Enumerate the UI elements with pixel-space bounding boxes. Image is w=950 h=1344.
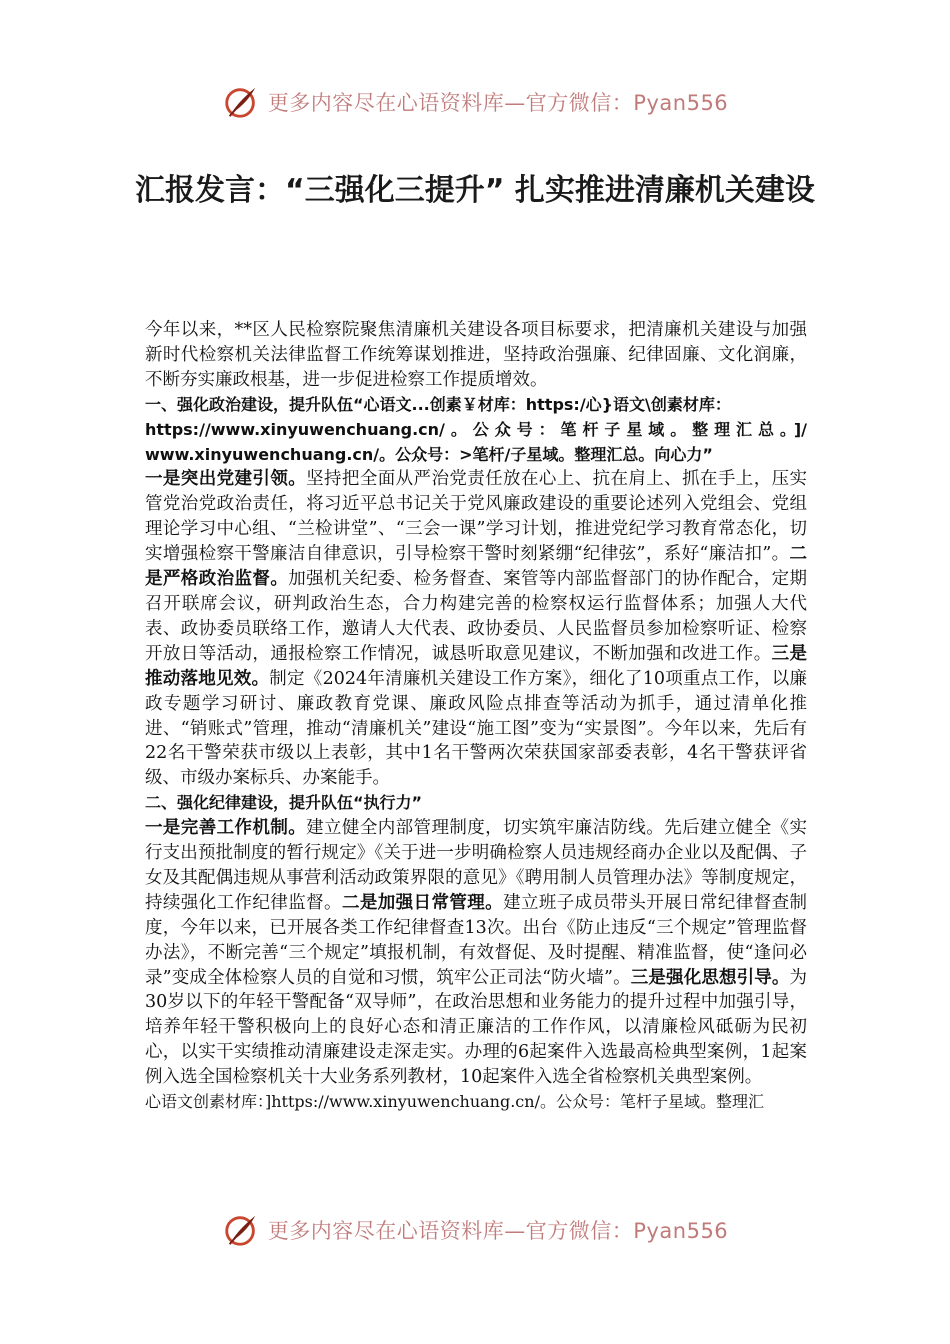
point-3-lead: 三是推动落地见效。 [145, 643, 808, 689]
point-1-lead: 一是突出党建引领。 [145, 469, 307, 490]
point-3-text: 制定《2024年清廉机关建设工作方案》，细化了10项重点工作，以廉政专题学习研讨、廉政教育党课、廉政风险点排查等活动为抓手，通过清单化推进、“销账式”管理，推动“清廉机关”建设“施工图”变为“实景图”。今年以来，先后有22名干警荣获市级以上表彰，其中1名干警两次荣获国家部委表彰，4名干警获评省级、市级办案标兵、办案能手。 [145, 668, 807, 789]
point-2-text: 建立班子成员带头开展日常纪律督查制度，今年以来，已开展各类工作纪律督查13次。出台《防止违反“三个规定”管理监督办法》，不断完善“三个规定”填报机制，有效督促、及时提醒、精准监督，使“逢问必录”变成全体检察人员的自觉和习惯，筑牢公正司法“防火墙”。 [145, 892, 808, 988]
point-2-lead: 二是严格政治监督。 [145, 544, 807, 590]
quill-pen-logo-icon [222, 1211, 260, 1249]
intro-paragraph: 今年以来，**区人民检察院聚焦清廉机关建设各项目标要求，把清廉机关建设与加强新时代检察机关法律监督工作统筹谋划推进，坚持政治强廉、纪律固廉、文化润廉，不断夯实廉政根基，进一步促进检察工作提质增效。 [145, 320, 807, 390]
point-1-lead: 一是完善工作机制。 [145, 818, 307, 839]
document-body [145, 318, 807, 1115]
footer-watermark-banner [0, 1210, 950, 1250]
section-1-paragraph [145, 467, 807, 791]
quill-pen-logo-icon [222, 83, 260, 121]
watermark-text: 更多内容尽在心语资料库—官方微信：Pyan556 [267, 91, 729, 115]
section-1-heading-line-2: https://www.xinyuwenchuang.cn/。公众号：笔杆子星域。整理汇总。]/ [145, 419, 807, 439]
header-watermark-banner [0, 82, 950, 122]
document-title: 汇报发言：“三强化三提升” 扎实推进清廉机关建设 [135, 173, 815, 209]
watermark-text: 更多内容尽在心语资料库—官方微信：Pyan556 [267, 1219, 729, 1243]
section-2-paragraph [145, 816, 807, 1090]
source-line: 心语文创素材库：]https://www.xinyuwenchuang.cn/。公众号：笔杆子星域。整理汇 [145, 1092, 764, 1112]
section-2-heading: 二、强化纪律建设，提升队伍“执行力” [145, 793, 423, 813]
point-1-text: 坚持把全面从严治党责任放在心上、抗在肩上、抓在手上，压实管党治党政治责任，将习近平总书记关于党风廉政建设的重要论述列入党组会、党组理论学习中心组、“兰检讲堂”、“三会一课”学习计划，推进党纪学习教育常态化，切实增强检察干警廉洁自律意识，引导检察干警时刻紧绷“纪律弦”，系好“廉洁扣”。 [145, 469, 807, 565]
section-1-heading-line-3: www.xinyuwenchuang.cn/。公众号：>笔杆/子星域。整理汇总。向心力” [145, 444, 713, 464]
section-1-heading-line-1: 一、强化政治建设，提升队伍“心语文...创素￥材库：https:/心}语文\创素材库： [145, 394, 731, 414]
point-1-text: 建立健全内部管理制度，切实筑牢廉洁防线。先后建立健全《实行支出预批制度的暂行规定》《关于进一步明确检察人员违规经商办企业以及配偶、子女及其配偶违规从事营利活动政策界限的意见》《聘用制人员管理办法》等制度规定，持续强化工作纪律监督。 [145, 818, 807, 913]
point-2-text: 加强机关纪委、检务督查、案管等内部监督部门的协作配合，定期召开联席会议，研判政治生态，合力构建完善的检察权运行监督体系；加强人大代表、政协委员联络工作，邀请人大代表、政协委员、人民监督员参加检察听证、检察开放日等活动，通报检察工作情况，诚恳听取意见建议，不断加强和改进工作。 [145, 569, 808, 664]
point-3-text: 为30岁以下的年轻干警配备“双导师”，在政治思想和业务能力的提升过程中加强引导，培养年轻干警积极向上的良好心态和清正廉洁的工作作风，以清廉检风砥砺为民初心，以实干实绩推动清廉建设走深走实。办理的6起案件入选最高检典型案例，1起案例入选全国检察机关十大业务系列教材，10起案件入选全省检察机关典型案例。 [145, 967, 808, 1088]
point-2-lead: 二是加强日常管理。 [341, 892, 504, 913]
point-3-lead: 三是强化思想引导。 [630, 967, 790, 988]
